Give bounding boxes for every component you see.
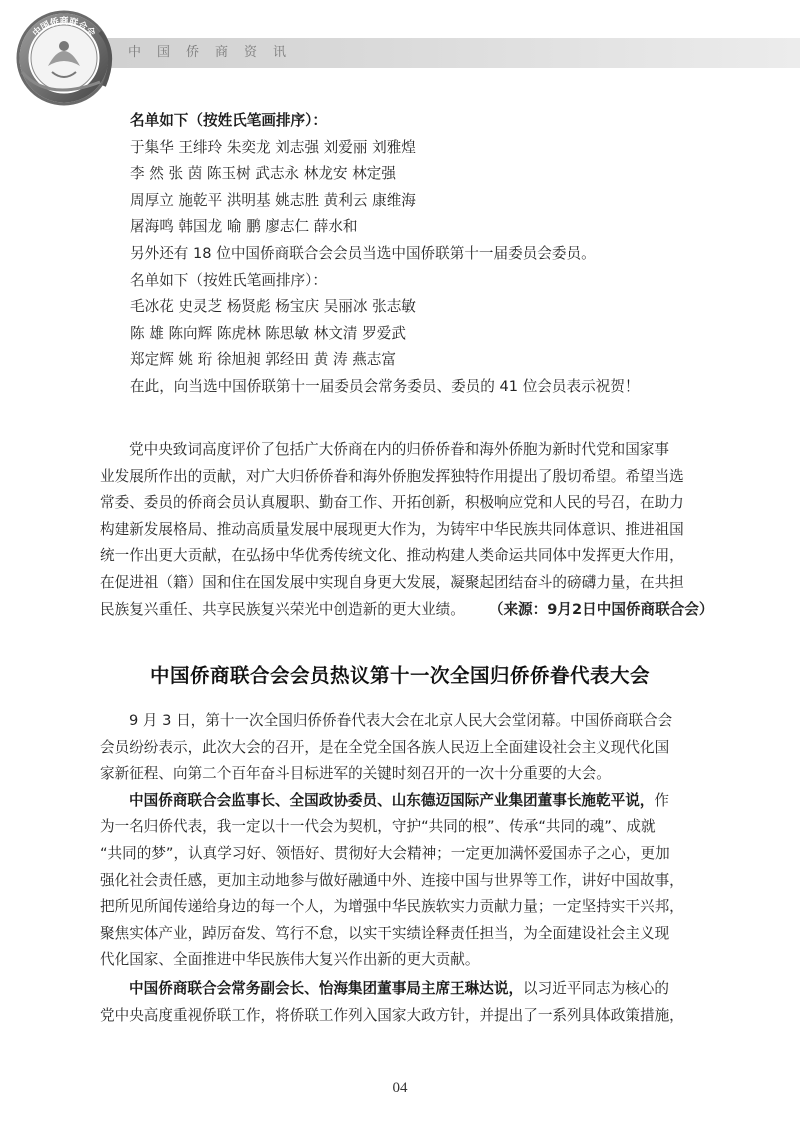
- article-title: 中国侨商联合会会员热议第十一次全国归侨侨眷代表大会: [149, 664, 650, 687]
- speaker-name: 中国侨商联合会常务副会长、怡海集团董事局主席王琳达说，: [129, 979, 524, 997]
- paragraph-line: 聚焦实体产业，踔厉奋发、笃行不怠，以实干实绩诠释责任担当，为全面建设社会主义现: [100, 924, 670, 942]
- paragraph-line: “共同的梦”，认真学习好、领悟好、贯彻好大会精神；一定更加满怀爱国赤子之心，更加: [100, 844, 670, 862]
- source-note: （来源：9月2日中国侨商联合会）: [488, 600, 714, 618]
- paragraph-line: 9 月 3 日，第十一次全国归侨侨眷代表大会在北京人民大会堂闭幕。中国侨商联合会: [129, 712, 673, 729]
- paragraph-line: 把所见所闻传递给身边的每一个人，为增强中华民族软实力贡献力量；一定坚持实干兴邦，: [100, 898, 684, 916]
- paragraph-line: 会员纷纷表示，此次大会的召开，是在全党全国各族人民迈上全面建设社会主义现代化国: [100, 738, 670, 756]
- paragraph-line: 家新征程、向第二个百年奋斗目标进军的关键时刻召开的一次十分重要的大会。: [100, 765, 611, 783]
- paragraph-line: 在促进祖（籍）国和住在国发展中实现自身更大发展，凝聚起团结奋斗的磅礴力量，在共担: [100, 573, 684, 591]
- speaker-text: 以习近平同志为核心的: [523, 979, 669, 997]
- name-row: 屠海鸣 韩国龙 喻 鹏 廖志仁 薛水和: [130, 218, 358, 236]
- paragraph-last-text: 民族复兴重任、共享民族复兴荣光中创造新的更大业绩。: [100, 600, 465, 618]
- paragraph-line: 代化国家、全面推进中华民族伟大复兴作出新的更大贡献。: [100, 951, 480, 969]
- logo-emblem-icon: [8, 2, 120, 114]
- paragraph-line: 常委、委员的侨商会员认真履职、勤奋工作、开拓创新，积极响应党和人民的号召，在助力: [100, 494, 684, 512]
- section-two: [100, 708, 710, 1029]
- congrats-line: 在此，向当选中国侨联第十一届委员会常务委员、委员的 41 位会员表示祝贺！: [130, 377, 640, 395]
- speaker-line: [100, 788, 710, 815]
- speaker-line: [100, 976, 710, 1003]
- list-heading-1: 名单如下（按姓氏笔画排序）：: [130, 112, 328, 129]
- speaker-text: 作: [654, 791, 669, 809]
- speaker-name: 中国侨商联合会监事长、全国政协委员、山东德迈国际产业集团董事长施乾平说，: [129, 791, 655, 809]
- section-one: [130, 108, 710, 401]
- paragraph-line: 为一名归侨代表，我一定以十一代会为契机，守护“共同的根”、传承“共同的魂”、成就: [100, 818, 656, 836]
- logo-text: 中国侨商联合会: [31, 17, 97, 39]
- paragraph-line: 业发展所作出的贡献，对广大归侨侨眷和海外侨胞发挥独特作用提出了殷切希望。希望当选: [100, 467, 684, 485]
- name-row: 李 然 张 茵 陈玉树 武志永 林龙安 林定强: [130, 165, 396, 183]
- page-number: 04: [392, 1080, 408, 1096]
- paragraph-line: 统一作出更大贡献，在弘扬中华优秀传统文化、推动构建人类命运共同体中发挥更大作用，: [100, 547, 684, 565]
- list-heading-2: 名单如下（按姓氏笔画排序）：: [130, 271, 328, 289]
- paragraph-line: 党中央致词高度评价了包括广大侨商在内的归侨侨眷和海外侨胞为新时代党和国家事: [129, 441, 669, 458]
- publication-title: 中国侨商资讯: [128, 45, 303, 60]
- paragraph-line: 强化社会责任感，更加主动地参与做好融通中外、连接中国与世界等工作，讲好中国故事，: [100, 871, 684, 889]
- paragraph-line: 党中央高度重视侨联工作，将侨联工作列入国家大政方针，并提出了一系列具体政策措施，: [100, 1006, 684, 1024]
- section-one-paragraph: [100, 437, 714, 623]
- paragraph-last-line: [100, 597, 714, 624]
- name-row: 郑定辉 姚 珩 徐旭昶 郭经田 黄 涛 燕志富: [130, 351, 396, 369]
- name-row: 陈 雄 陈向辉 陈虎林 陈思敏 林文清 罗爱武: [130, 324, 406, 342]
- paragraph-line: 构建新发展格局、推动高质量发展中展现更大作为，为铸牢中华民族共同体意识、推进祖国: [100, 520, 684, 538]
- members-note: 另外还有 18 位中国侨商联合会会员当选中国侨联第十一届委员会委员。: [130, 244, 596, 262]
- name-row: 毛冰花 史灵芝 杨贤彪 杨宝庆 吴丽冰 张志敏: [130, 298, 416, 316]
- name-row: 于集华 王绯玲 朱奕龙 刘志强 刘爱丽 刘雅煌: [130, 138, 416, 156]
- name-row: 周厚立 施乾平 洪明基 姚志胜 黄利云 康维海: [130, 191, 416, 209]
